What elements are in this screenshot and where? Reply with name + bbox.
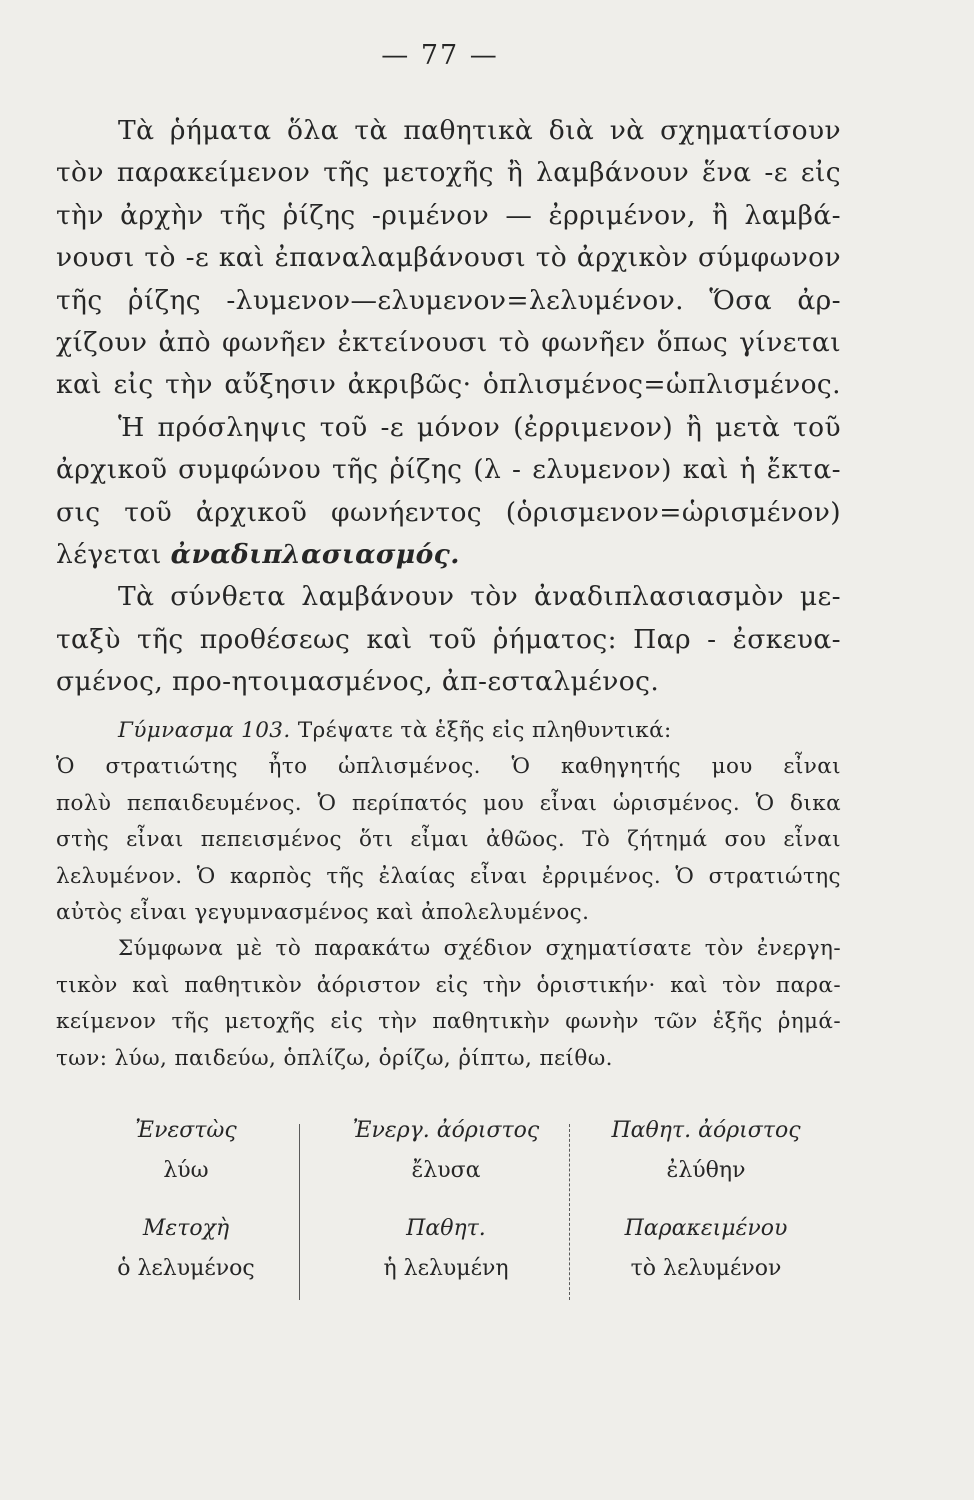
conjugation-table <box>56 1118 841 1308</box>
exercise-line: κείμενον τῆς μετοχῆς εἰς τὴν παθητικὴν φωνὴν τῶν ἑξῆς ῥημά- <box>56 1009 841 1035</box>
exercise-line: των: λύω, παιδεύω, ὁπλίζω, ὁρίζω, ῥίπτω, πείθω. <box>56 1045 613 1071</box>
exercise-line: Ὁ στρατιώτης ἦτο ὡπλισμένος. Ὁ καθηγητής μου εἶναι <box>56 754 841 780</box>
text-line: καὶ εἰς τὴν αὔξησιν ἀκριβῶς· ὁπλισμένος=ὡπλισμένος. <box>56 369 841 401</box>
table-column-present <box>86 1118 286 1308</box>
text-line: νουσι τὸ -ε καὶ ἐπαναλαμβάνουσι τὸ ἀρχικὸν σύμφωνον <box>56 242 841 274</box>
text-line-with-term <box>56 534 841 576</box>
text-line: λέγεται <box>56 539 162 571</box>
table-cell: ἐλύθην <box>666 1158 746 1183</box>
exercise-line: Σύμφωνα μὲ τὸ παρακάτω σχέδιον σχηματίσατε τὸν ἐνεργη- <box>118 936 841 962</box>
table-cell: ἔλυσα <box>411 1158 481 1183</box>
column-heading: Ἐνεργ. ἀόριστος <box>352 1118 540 1143</box>
table-cell: λύω <box>163 1158 209 1183</box>
text-line: ἀρχικοῦ συμφώνου τῆς ῥίζης (λ - ελυμενον) καὶ ἡ ἔκτα- <box>56 454 841 486</box>
column-divider <box>299 1124 301 1300</box>
bold-term: ἀναδιπλασιασμός. <box>170 539 460 571</box>
column-heading: Παθητ. <box>406 1216 486 1241</box>
table-cell: ὁ λελυμένος <box>117 1256 255 1281</box>
column-heading: Μετοχὴ <box>142 1216 230 1241</box>
text-line: τὴν ἀρχὴν τῆς ῥίζης -ριμένον — ἐρριμένον, ἢ λαμβά- <box>56 199 841 231</box>
exercise-line: τικὸν καὶ παθητικὸν ἀόριστον εἰς τὴν ὁριστικήν· καὶ τὸν παρα- <box>56 972 841 998</box>
column-heading: Ἐνεστὼς <box>135 1118 237 1143</box>
table-cell: τὸ λελυμένον <box>630 1256 782 1281</box>
text-line: τὸν παρακείμενον τῆς μετοχῆς ἢ λαμβάνουν ἕνα -ε εἰς <box>56 157 841 189</box>
exercise-line: στὴς εἶναι πεπεισμένος ὅτι εἶμαι ἀθῶος. Τὸ ζήτημά σου εἶναι <box>56 827 841 853</box>
exercise-instruction: Τρέψατε τὰ ἑξῆς εἰς πληθυντικά: <box>297 718 672 743</box>
table-cell: ἡ λελυμένη <box>383 1256 509 1281</box>
text-line: Ἡ πρόσληψις τοῦ -ε μόνον (ἐρριμενον) ἢ μετὰ τοῦ <box>118 411 841 443</box>
text-line: χίζουν ἀπὸ φωνῆεν ἐκτείνουσι τὸ φωνῆεν ὅπως γίνεται <box>56 327 841 359</box>
exercise-intro <box>56 713 841 749</box>
page-number: — 77 — <box>381 40 499 71</box>
text-line: Τὰ σύνθετα λαμβάνουν τὸν ἀναδιπλασιασμὸν με- <box>118 581 841 613</box>
table-column-active-aorist <box>321 1118 571 1308</box>
exercise-line: λελυμένον. Ὁ καρπὸς τῆς ἐλαίας εἶναι ἐρριμένος. Ὁ στρατιώτης <box>56 863 841 889</box>
main-paragraphs <box>56 110 841 704</box>
text-line: σις τοῦ ἀρχικοῦ φωνήεντος (ὁρισμενον=ὡρισμένον) <box>56 496 841 528</box>
column-divider <box>569 1124 571 1300</box>
exercise-line: πολὺ πεπαιδευμένος. Ὁ περίπατός μου εἶναι ὡρισμένος. Ὁ δικα <box>56 790 841 816</box>
exercise-line: αὐτὸς εἶναι γεγυμνασμένος καὶ ἀπολελυμένος. <box>56 900 590 926</box>
table-column-passive-aorist <box>586 1118 826 1308</box>
exercise-block <box>56 713 841 1077</box>
column-heading: Παρακειμένου <box>624 1216 788 1241</box>
text-line: τῆς ῥίζης -λυμενον—ελυμενον=λελυμένον. Ὅσα ἀρ- <box>56 284 841 316</box>
text-line: σμένος, προ-ητοιμασμένος, ἀπ-εσταλμένος. <box>56 666 660 698</box>
text-line: ταξὺ τῆς προθέσεως καὶ τοῦ ῥήματος: Παρ - ἐσκευα- <box>56 623 841 655</box>
exercise-heading: Γύμνασμα 103. <box>118 718 291 743</box>
text-line: Τὰ ῥήματα ὅλα τὰ παθητικὰ διὰ νὰ σχηματίσουν <box>118 115 841 146</box>
column-heading: Παθητ. ἀόριστος <box>611 1118 801 1143</box>
